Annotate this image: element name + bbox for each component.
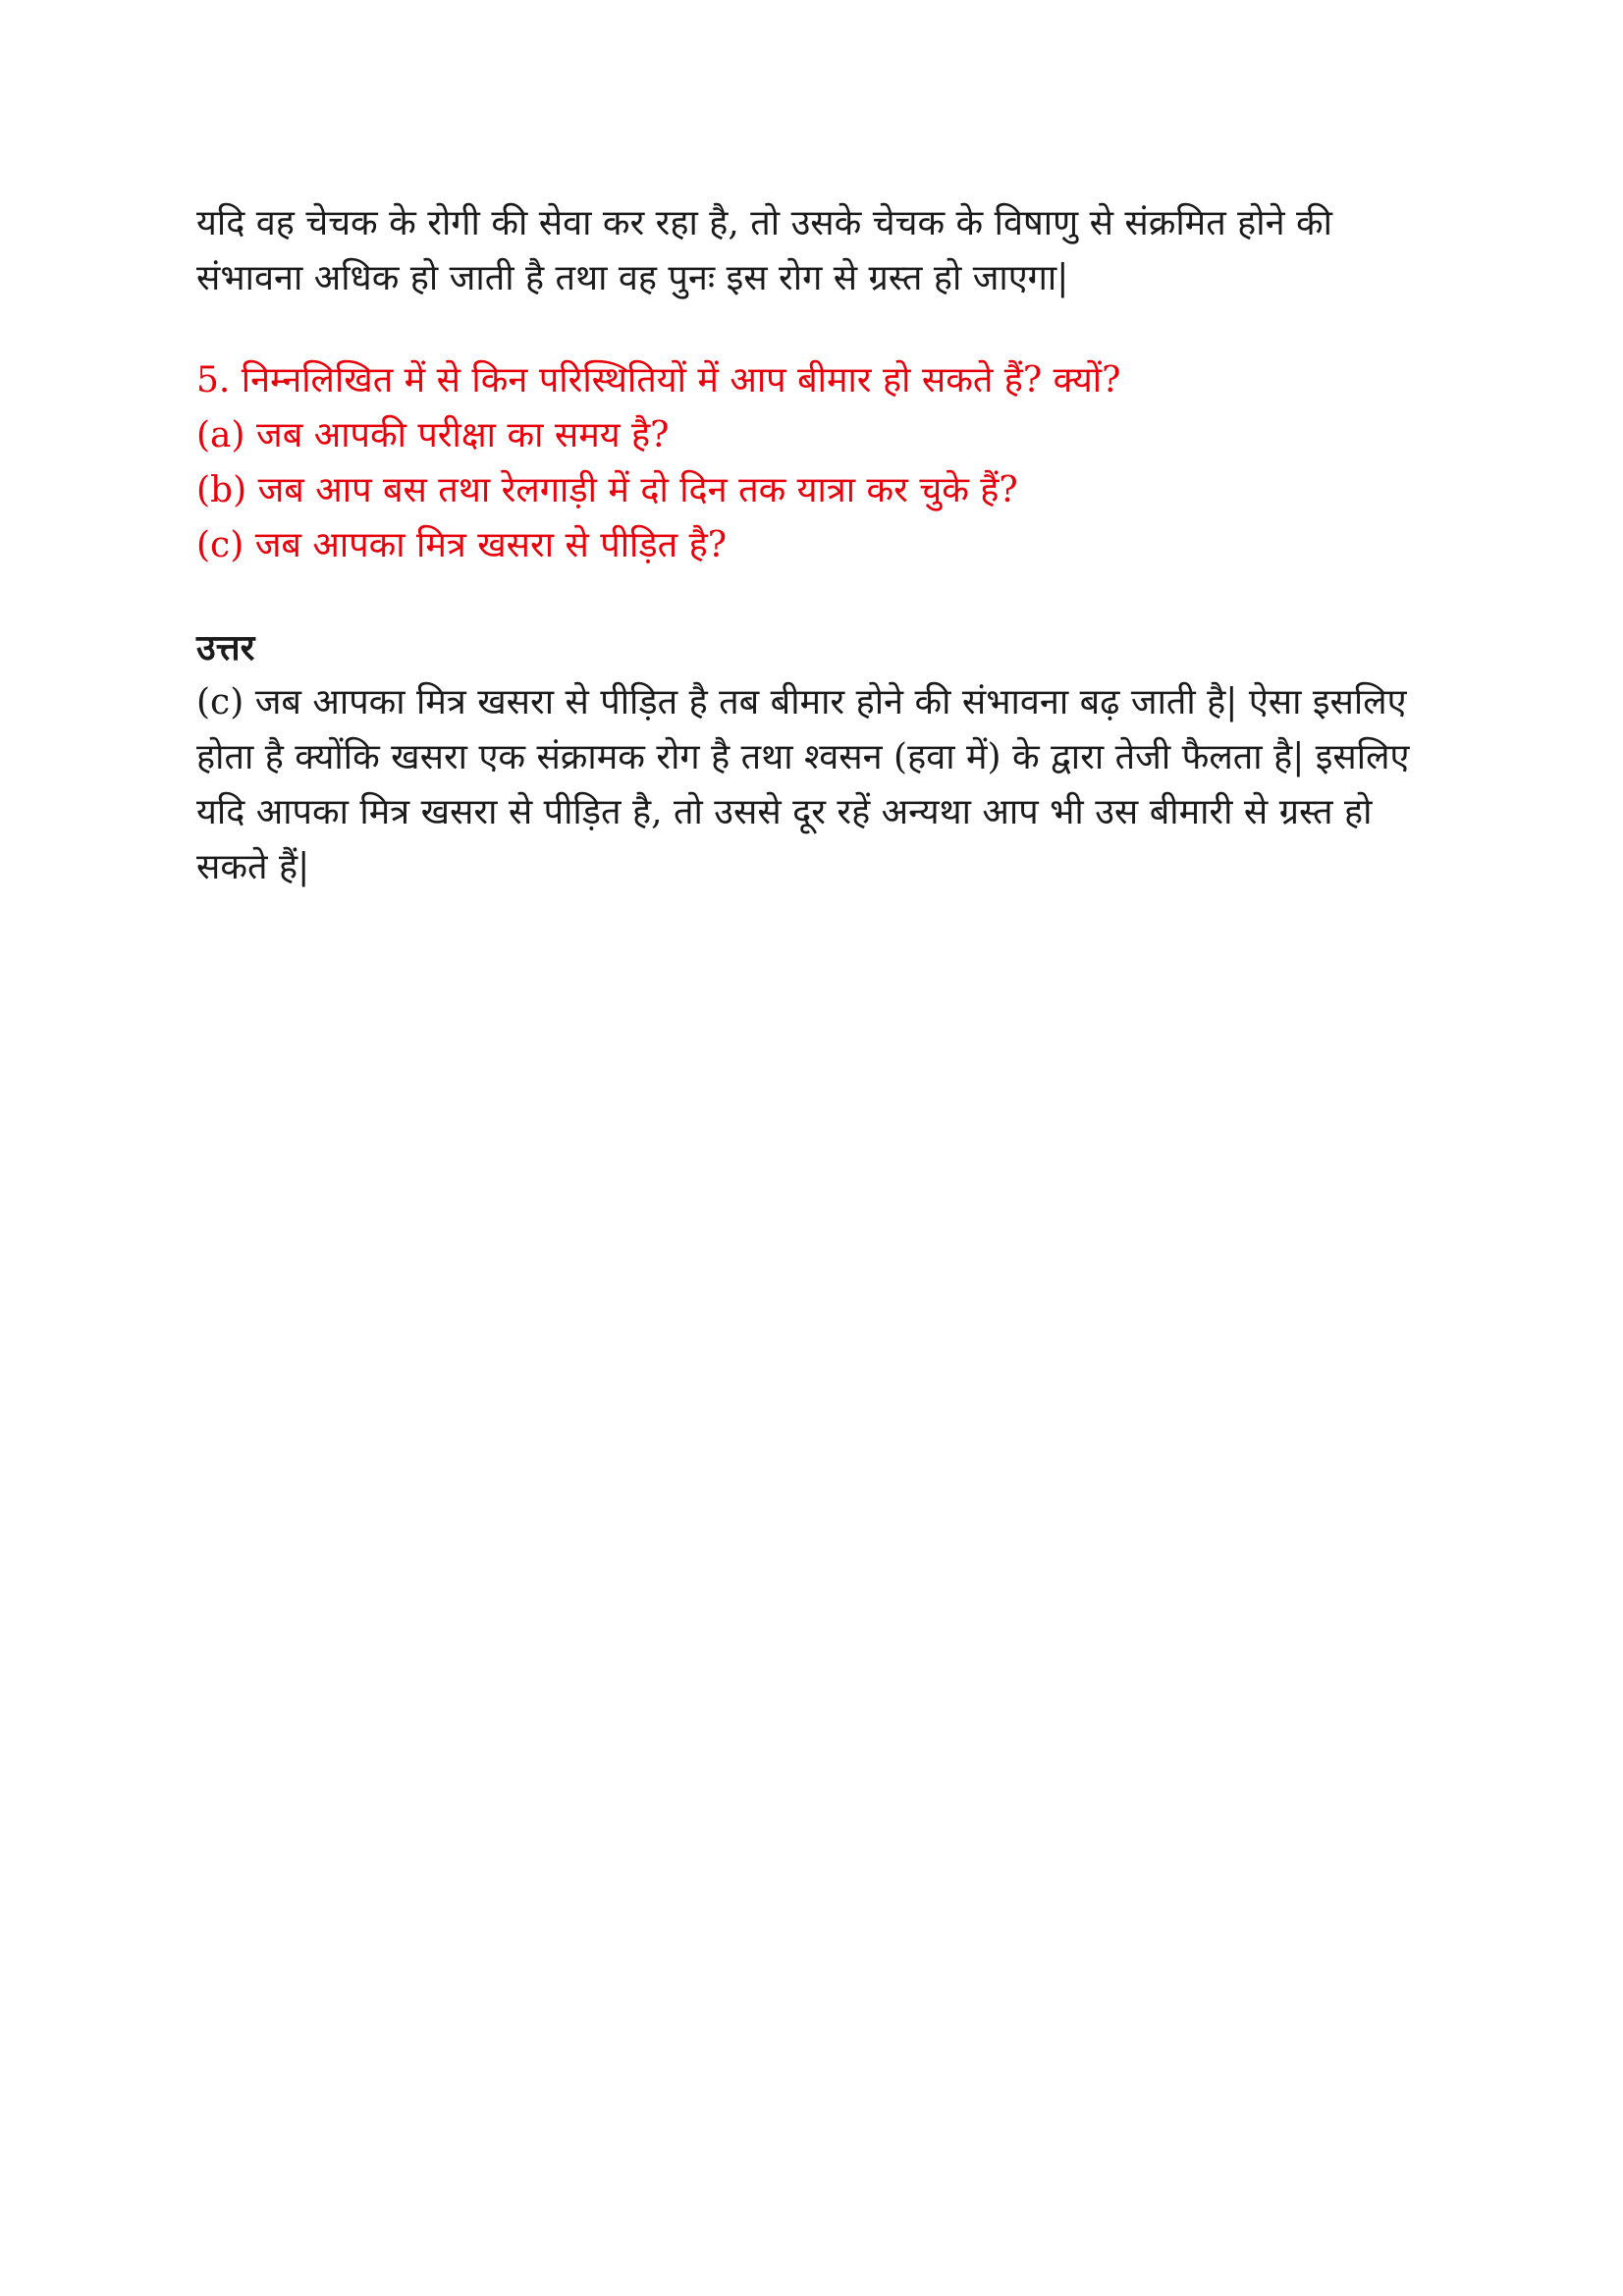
document-page xyxy=(196,196,1424,895)
intro-paragraph: यदि वह चेचक के रोगी की सेवा कर रहा है, तो उसके चेचक के विषाणु से संक्रमित होने की संभावना अधिक हो जाती है तथा वह पुनः इस रोग से ग्रस्त हो जाएगा| xyxy=(196,203,1332,298)
answer-heading: उत्तर xyxy=(196,627,255,668)
question-option-a: (a) जब आपकी परीक्षा का समय है? xyxy=(196,415,670,455)
answer-paragraph: (c) जब आपका मित्र खसरा से पीड़ित है तब बीमार होने की संभावना बढ़ जाती है| ऐसा इसलिए होता है क्योंकि खसरा एक संक्रामक रोग है तथा श्वसन (हवा में) के द्वारा तेजी फैलता है| इसलिए यदि आपका मित्र खसरा से पीड़ित है, तो उससे दूर रहें अन्यथा आप भी उस बीमारी से ग्रस्त हो सकते हैं| xyxy=(196,682,1410,887)
question-text: 5. निम्नलिखित में से किन परिस्थितियों में आप बीमार हो सकते हैं? क्यों? xyxy=(196,360,1121,400)
question-block xyxy=(196,353,1424,573)
question-option-b: (b) जब आप बस तथा रेलगाड़ी में दो दिन तक यात्रा कर चुके हैं? xyxy=(196,470,1018,510)
question-option-c: (c) जब आपका मित्र खसरा से पीड़ित है? xyxy=(196,525,728,565)
